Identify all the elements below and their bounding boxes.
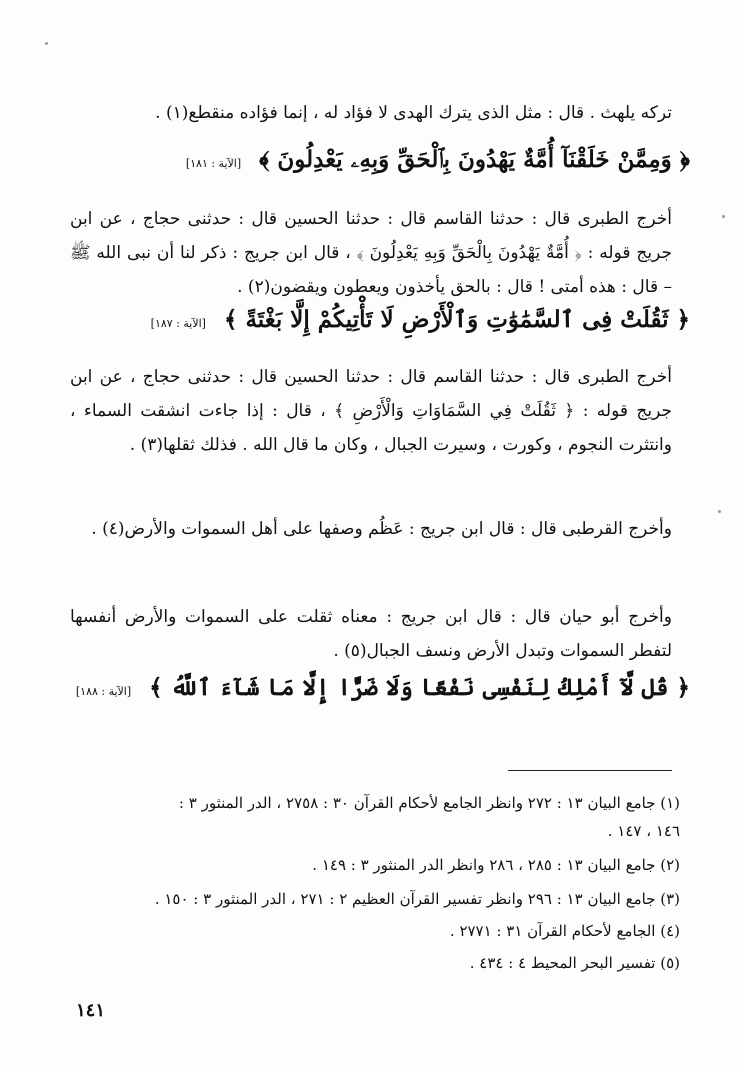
verse-ref: [الآية : ١٨٧] (150, 317, 206, 330)
verse-181 (110, 140, 690, 184)
paragraph-tabari-2: أخرج الطبرى قال : حدثنا القاسم قال : حدثنا الحسين قال : حدثنى حجاج ، عن ابن جريج قوله : ﴿ ثَقُلَتْ فِي السَّمَاوَاتِ وَالْأَرْضِ ﴾ ، قال : إذا جاءت انشقت السماء ، وانتثرت النجوم ، وكورت ، وسيرت الجبال ، وكان ما قال الله . فذلك ثقلها(٣) . (70, 367, 672, 455)
verse-188 (75, 668, 690, 712)
footnote-1-cont: ١٤٦ ، ١٤٧ . (607, 822, 680, 840)
footnote-3: (٣) جامع البيان ١٣ : ٢٩٦ وانظر تفسير القرآن العظيم ٢ : ٢٧١ ، الدر المنثور ٣ : ١٥٠ . (154, 890, 680, 908)
scan-speck (45, 42, 48, 45)
page-number: ١٤١ (76, 1000, 106, 1021)
verse-ref: [الآية : ١٨١] (185, 157, 242, 170)
scan-speck (718, 510, 721, 513)
paragraph-continuation: تركه يلهث . قال : مثل الذى يترك الهدى لا فؤاد له ، إنما فؤاده منقطع(١) . (155, 103, 672, 123)
footnote-1: (١) جامع البيان ١٣ : ٢٧٢ وانظر الجامع لأحكام القرآن ٣٠ : ٢٧٥٨ ، الدر المنثور ٣ : (178, 794, 680, 812)
verse-text: ﴿ قُل لَّآ أَمْلِكُ لِنَفْسِى نَفْعًا وَلَا ضَرًّا إِلَّا مَا شَآءَ ٱللَّهُ ﴾ (149, 674, 690, 701)
footnote-5: (٥) تفسير البحر المحيط ٤ : ٤٣٤ . (469, 954, 680, 972)
footnote-divider (508, 770, 672, 771)
verse-187 (110, 300, 690, 344)
verse-text: ﴿ وَمِمَّنْ خَلَقْنَآ أُمَّةٌ يَهْدُونَ بِٱلْحَقِّ وَبِهِۦ يَعْدِلُونَ ﴾ (259, 146, 690, 173)
paragraph-qurtubi: وأخرج القرطبى قال : قال ابن جريج : عَظُم وصفها على أهل السموات والأرض(٤) . (91, 519, 672, 539)
verse-text: ﴿ ثَقُلَتْ فِى ٱلسَّمَٰوَٰتِ وَٱلْأَرْضِ لَا تَأْتِيكُمْ إِلَّا بَغْتَةً ﴾ (223, 306, 690, 333)
scan-speck (722, 215, 725, 218)
paragraph-abu-hayyan: وأخرج أبو حيان قال : قال ابن جريج : معناه ثقلت على السموات والأرض أنفسها لتفطر السموات وتبدل الأرض ونسف الجبال(٥) . (70, 607, 672, 661)
verse-ref: [الآية : ١٨٨] (75, 685, 132, 698)
footnote-4: (٤) الجامع لأحكام القرآن ٣١ : ٢٧٧١ . (449, 922, 680, 940)
paragraph-tabari-1: أخرج الطبرى قال : حدثنا القاسم قال : حدثنا الحسين قال : حدثنى حجاج ، عن ابن جريج قوله : ﴿ أُمَّةٌ يَهْدُونَ بِالْحَقِّ وَبِهِ يَعْدِلُونَ ﴾ ، قال ابن جريج : ذكر لنا أن نبى الله ﷺ – قال : هذه أمتى ! قال : بالحق يأخذون ويعطون ويقضون(٢) . (70, 209, 672, 297)
footnote-2: (٢) جامع البيان ١٣ : ٢٨٥ ، ٢٨٦ وانظر الدر المنثور ٣ : ١٤٩ . (312, 856, 680, 874)
